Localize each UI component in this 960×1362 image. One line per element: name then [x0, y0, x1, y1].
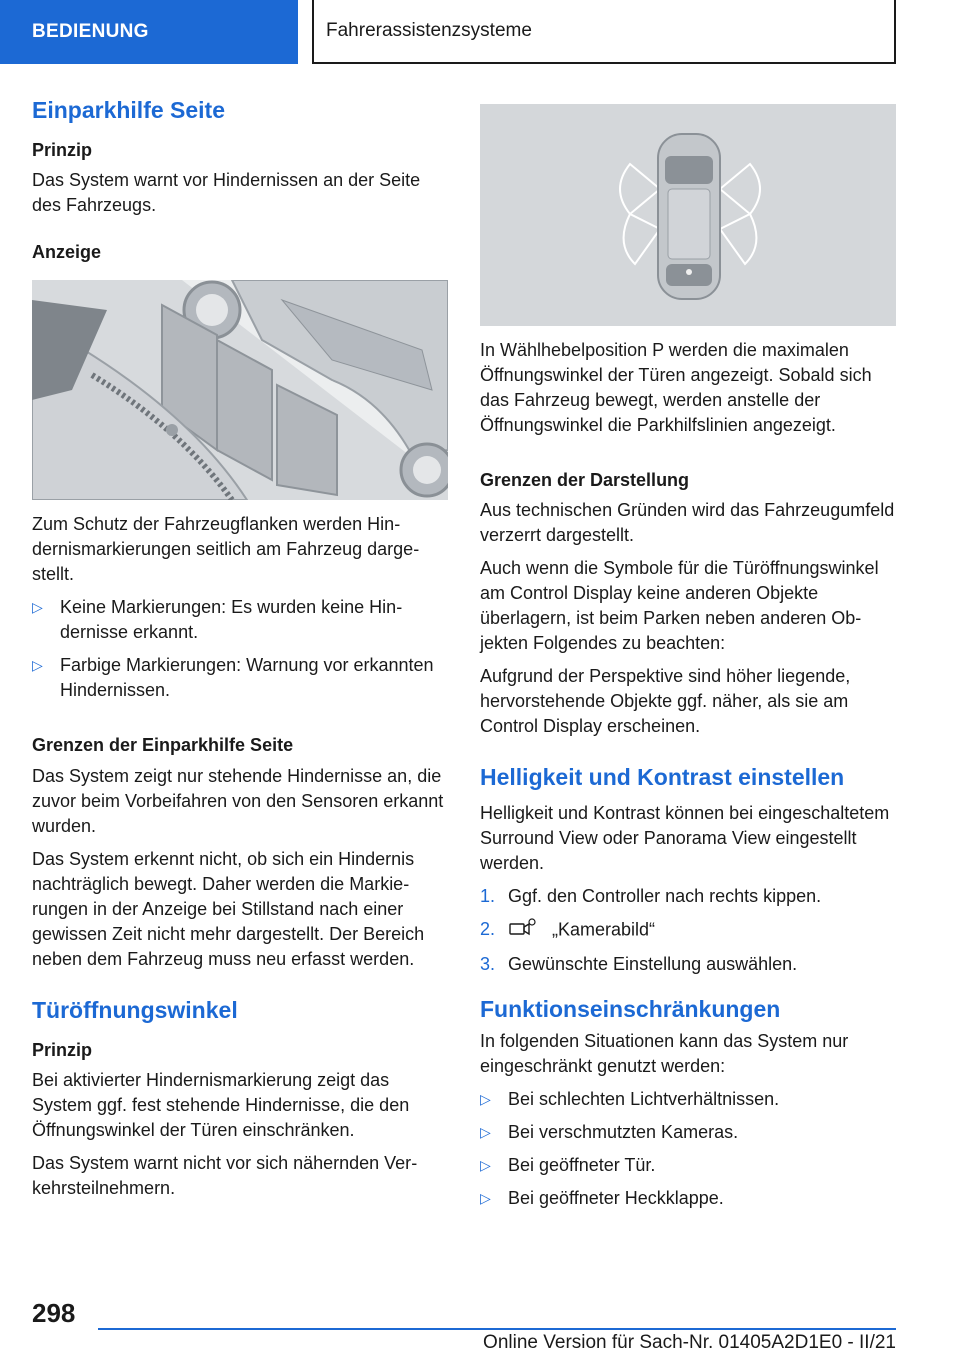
heading-einparkhilfe: Einparkhilfe Seite	[32, 97, 226, 123]
door-angle-svg	[480, 104, 896, 326]
side-parking-illustration	[32, 280, 448, 500]
door-angle-illustration	[480, 104, 896, 326]
triangle-bullet-icon: ▷	[32, 599, 43, 616]
steps-list	[480, 884, 896, 977]
list-item: 2. „Kamerabild“	[480, 917, 896, 944]
list-item: 1. Ggf. den Controller nach rechts kippen.	[480, 884, 896, 909]
list-item: 3. Gewünschte Einstellung auswählen.	[480, 952, 896, 977]
page-number: 298	[32, 1298, 76, 1328]
triangle-bullet-icon: ▷	[32, 657, 43, 674]
triangle-bullet-icon: ▷	[480, 1091, 491, 1108]
header-section-label: BEDIENUNG	[32, 21, 149, 42]
paragraph: Das System erkennt nicht, ob sich ein Hindernis nachträglich bewegt. Daher werden die Markierungen in der Anzeige bei Stillstand nach einer gewissen Zeit nicht mehr dargestellt. Der Bereich neben dem Fahrzeug muss neu erfasst werden.	[32, 848, 425, 969]
paragraph: Aufgrund der Perspektive sind höher liegende, hervorstehende Objekte ggf. näher, als sie am Control Display erscheinen.	[480, 666, 851, 737]
paragraph: In folgenden Situationen kann das System nur eingeschränkt genutzt werden:	[480, 1031, 849, 1077]
list-item: ▷ Bei geöffneter Tür.	[480, 1153, 896, 1178]
side-parking-svg	[32, 280, 448, 500]
paragraph: Das System warnt nicht vor sich nähernden Verkehrsteilnehmern.	[32, 1152, 418, 1198]
heading-prinzip: Prinzip	[32, 139, 93, 160]
paragraph: Helligkeit und Kontrast können bei eingeschaltetem Surround View oder Panorama View eingestellt werden.	[480, 803, 890, 874]
heading-helligkeit-kontrast: Helligkeit und Kontrast einstellen	[480, 764, 845, 791]
step-number: 1.	[480, 886, 496, 907]
heading-grenzen-darstellung: Grenzen der Darstellung	[480, 470, 690, 490]
list-item: ▷ Bei verschmutzten Kameras.	[480, 1120, 896, 1145]
heading-anzeige: Anzeige	[32, 242, 102, 263]
bullet-list-situations	[480, 1087, 896, 1211]
header-chapter-label: Fahrerassistenzsysteme	[326, 20, 532, 41]
paragraph: Das System warnt vor Hindernissen an der Seite des Fahrzeugs.	[32, 170, 421, 216]
footer-divider	[98, 1328, 896, 1330]
list-item: ▷ Keine Markierungen: Es wurden keine Hindernisse erkannt.	[32, 597, 403, 643]
camera-gear-icon	[508, 917, 538, 944]
bullet-list-markings	[32, 595, 448, 703]
header-section-tab	[0, 0, 298, 64]
triangle-bullet-icon: ▷	[480, 1124, 491, 1141]
paragraph: Das System zeigt nur stehende Hindernisse an, die zuvor beim Vorbeifahren von den Sensoren erkannt wurden.	[32, 765, 444, 836]
list-item: ▷ Bei schlechten Lichtverhältnissen.	[480, 1087, 896, 1112]
footer-version-text: Online Version für Sach-Nr. 01405A2D1E0 - II/21	[483, 1332, 896, 1353]
triangle-bullet-icon: ▷	[480, 1190, 491, 1207]
step-number: 2.	[480, 919, 496, 940]
triangle-bullet-icon: ▷	[480, 1157, 491, 1174]
step-number: 3.	[480, 954, 496, 975]
caption-side-marking: Zum Schutz der Fahrzeugflanken werden Hindernismarkierungen seitlich am Fahrzeug dargestellt.	[32, 514, 420, 585]
paragraph: Aus technischen Gründen wird das Fahrzeugumfeld verzerrt dargestellt.	[480, 500, 895, 546]
left-column	[32, 96, 448, 1209]
header-chapter-tab	[312, 0, 896, 64]
heading-grenzen-einparkhilfe: Grenzen der Einparkhilfe Seite	[32, 735, 294, 756]
right-column	[480, 104, 896, 1219]
list-item: ▷ Farbige Markierungen: Warnung vor erkannten Hindernissen.	[32, 655, 434, 701]
caption-door-angle: In Wählhebelposition P werden die maximalen Öffnungswinkel der Türen angezeigt. Sobald sich das Fahrzeug bewegt, werden anstelle der Öffnungswinkel die Parkhilfslinien angezeigt.	[480, 340, 872, 435]
paragraph: Bei aktivierter Hindernismarkierung zeigt das System ggf. fest stehende Hindernisse, die den Öffnungswinkel der Türen einschränken.	[32, 1069, 410, 1140]
heading-prinzip-2: Prinzip	[32, 1039, 93, 1060]
list-item: ▷ Bei geöffneter Heckklappe.	[480, 1186, 896, 1211]
paragraph: Auch wenn die Symbole für die Türöffnungswinkel am Control Display keine anderen Objekte überlagern, ist beim Parken neben anderen Objekten Folgendes zu beachten:	[480, 558, 879, 654]
heading-funktionseinschraenkungen: Funktionseinschränkungen	[480, 996, 781, 1023]
heading-tueroeffnungswinkel: Türöffnungswinkel	[32, 996, 238, 1023]
